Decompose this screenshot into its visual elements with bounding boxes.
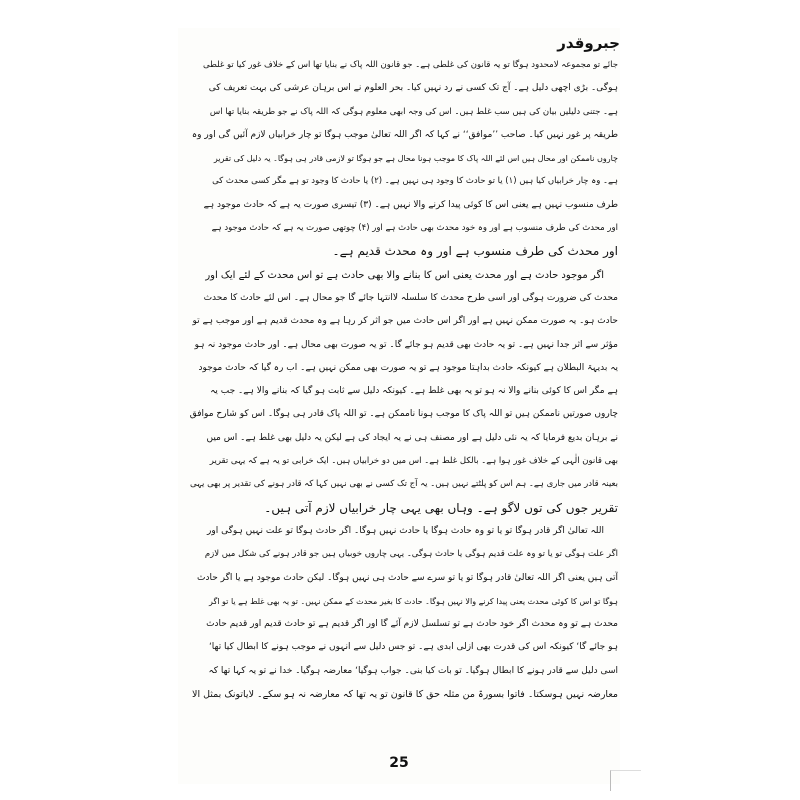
text-line: محدث ہے تو وہ محدث اگر خود حادث ہے تو تسلسل لازم آئے گا اور اگر قدیم ہے تو حادث قدیم اور قدیم حادث (206, 619, 618, 630)
text-line: بھی قانون الٰہی کے خلاف غور ہوا ہے۔ بالکل غلط ہے۔ اس میں دو خرابیاں ہیں۔ ایک خرابی تو یہ ہے کہ یہی تقریر (209, 456, 618, 467)
text-line: محدث کی ضرورت ہوگی اور اسی طرح محدث کا سلسلہ لاانتہا جائے گا جو محال ہے۔ اس لئے حادث کا محدث (203, 292, 618, 303)
text-line: اللہ تعالیٰ اگر قادر ہوگا تو یا تو وہ حادث ہوگا یا حادث نہیں ہوگا۔ اگر حادث ہوگا تو علت نہیں ہوگی اور (207, 525, 604, 536)
text-line: اگر موجود حادث ہے اور محدث یعنی اس کا بنانے والا بھی حادث ہے تو اس محدث کے لئے ایک اور (205, 269, 604, 281)
text-line: چاروں ناممکن اور محال ہیں اس لئے اللہ پاک کا موجب ہونا محال ہے جو ہوگا تو لازمی قادر ہی ہوگا۔ یہ دلیل کی تقریر (213, 154, 618, 164)
text-line: ہے۔ جتنی دلیلیں بیان کی ہیں سب غلط ہیں۔ اس کی وجہ ابھی معلوم ہوگی کہ اللہ پاک نے جو طریقہ بنایا تھا اس (209, 106, 618, 117)
text-line: ہو جائے گا‘ کیونکہ اس کی قدرت بھی ازلی ابدی ہے۔ تو جس دلیل سے انہوں نے موجب ہونے کا ابطال کیا تھا‘ (208, 642, 618, 653)
page-number: 25 (389, 755, 409, 771)
text-line: چاروں صورتیں ناممکن ہیں تو اللہ پاک کا موجب ہونا ناممکن ہے۔ تو اللہ پاک قادر ہی ہوگا۔ اس کو شارح موافق (190, 409, 618, 420)
text-line: حادث ہو۔ یہ صورت ممکن نہیں ہے اور اگر اس حادث میں جو اثر کر رہا ہے وہ محدث قدیم ہے اور موجب ہے تو (192, 316, 618, 327)
text-line: آتی ہیں یعنی اگر اللہ تعالیٰ قادر ہوگا تو یا تو سرے سے حادث ہی نہیں ہوگا۔ لیکن حادث موجود ہے یا اگر حادث (196, 572, 618, 583)
text-line: جائے تو مجموعہ لامحدود ہوگا تو یہ قانون کی غلطی ہے۔ جو قانون اللہ پاک نے بنایا تھا اس کے خلاف غور کیا تو غلطی (202, 60, 618, 70)
text-line: اور محدث کی طرف منسوب ہے اور وہ محدث قدیم ہے۔ (332, 244, 618, 259)
text-line: اور محدث کی طرف منسوب ہے اور وہ خود محدث بھی حادث ہے اور (۴) چوتھی صورت یہ ہے کہ حادث موجود ہے (211, 223, 618, 234)
text-line: اگر علت ہوگی تو یا تو وہ علت قدیم ہوگی یا حادث ہوگی۔ یہی چاروں خوبیاں ہیں جو قادر ہونے کی شکل میں لازم (204, 549, 618, 560)
body-text (190, 54, 618, 706)
text-line: مؤثر سے اثر جدا نہیں ہے۔ تو یہ حادث بھی قدیم ہو جائے گا۔ تو یہ صورت بھی محال ہے۔ اور حادث موجود نہ ہو (194, 339, 618, 350)
text-line: طرف منسوب نہیں ہے یعنی اس کا کوئی پیدا کرنے والا نہیں ہے۔ (۳) تیسری صورت یہ ہے کہ حادث موجود ہے (203, 199, 618, 210)
text-line: ہوگا تو اس کا کوئی محدث یعنی پیدا کرنے والا نہیں ہوگا۔ حادث کا بغیر محدث کے ممکن نہیں۔ تو یہ بھی غلط ہے یا تو اگر (209, 596, 618, 606)
text-line: بعینہ قادر میں جاری ہے۔ ہم اس کو پلٹتے نہیں ہیں۔ یہ آج تک کسی نے بھی نہیں کہا کہ قادر ہونے کی تقدیر پر بھی یہی (190, 479, 618, 490)
text-line: طریقہ پر غور نہیں کیا۔ صاحب ’’موافق‘‘ نے کہا کہ اگر اللہ تعالیٰ موجب ہوگا تو چار خرابیاں لازم آئیں گی اور وہ (191, 129, 618, 140)
text-line: ہوگی۔ بڑی اچھی دلیل ہے۔ آج تک کسی نے رد نہیں کیا۔ بحر العلوم نے اس برہان عرشی کی بہت تعریف کی (208, 83, 618, 94)
text-line: یہ بدیہۃ البطلان ہے کیونکہ حادث بداہتا موجود ہے تو یہ صورت بھی ممکن نہیں ہے۔ اب رہ گیا کہ حادث موجود (198, 362, 618, 373)
text-line: تقریر جوں کی توں لاگو ہے۔ وہاں بھی یہی چار خرابیاں لازم آتی ہیں۔ (264, 500, 618, 515)
scan-edge (610, 770, 641, 791)
text-line: نے برہان بدیع فرمایا کہ یہ نئی دلیل ہے اور مصنف ہی نے یہ ایجاد کی ہے لیکن یہ دلیل بھی غلط ہے۔ اس میں (206, 432, 618, 443)
running-header: جبروقدر (557, 34, 620, 52)
text-line: ہے مگر اس کا کوئی بنانے والا نہ ہو تو یہ بھی غلط ہے۔ کیونکہ دلیل سے ثابت ہو گیا کہ بنانے والا ہے۔ جب یہ (210, 386, 618, 397)
text-line: معارضہ نہیں ہوسکتا۔ فاتوا بسورۃ من مثلہ حق کا قانون تو یہ تھا کہ معارضہ نہ ہو سکے۔ لایاتونک بمثل الا (192, 689, 618, 701)
text-line: ہے۔ وہ چار خرابیاں کیا ہیں (۱) یا تو حادث کا وجود ہی نہیں ہے۔ (۲) یا حادث کا وجود تو ہے مگر کسی محدث کی (212, 176, 618, 187)
text-line: اسی دلیل سے قادر ہونے کا ابطال ہوگیا۔ تو بات کیا بنی۔ جواب ہوگیا‘ معارضہ ہوگیا۔ خدا نے تو یہ کہا تھا کہ (208, 665, 618, 676)
